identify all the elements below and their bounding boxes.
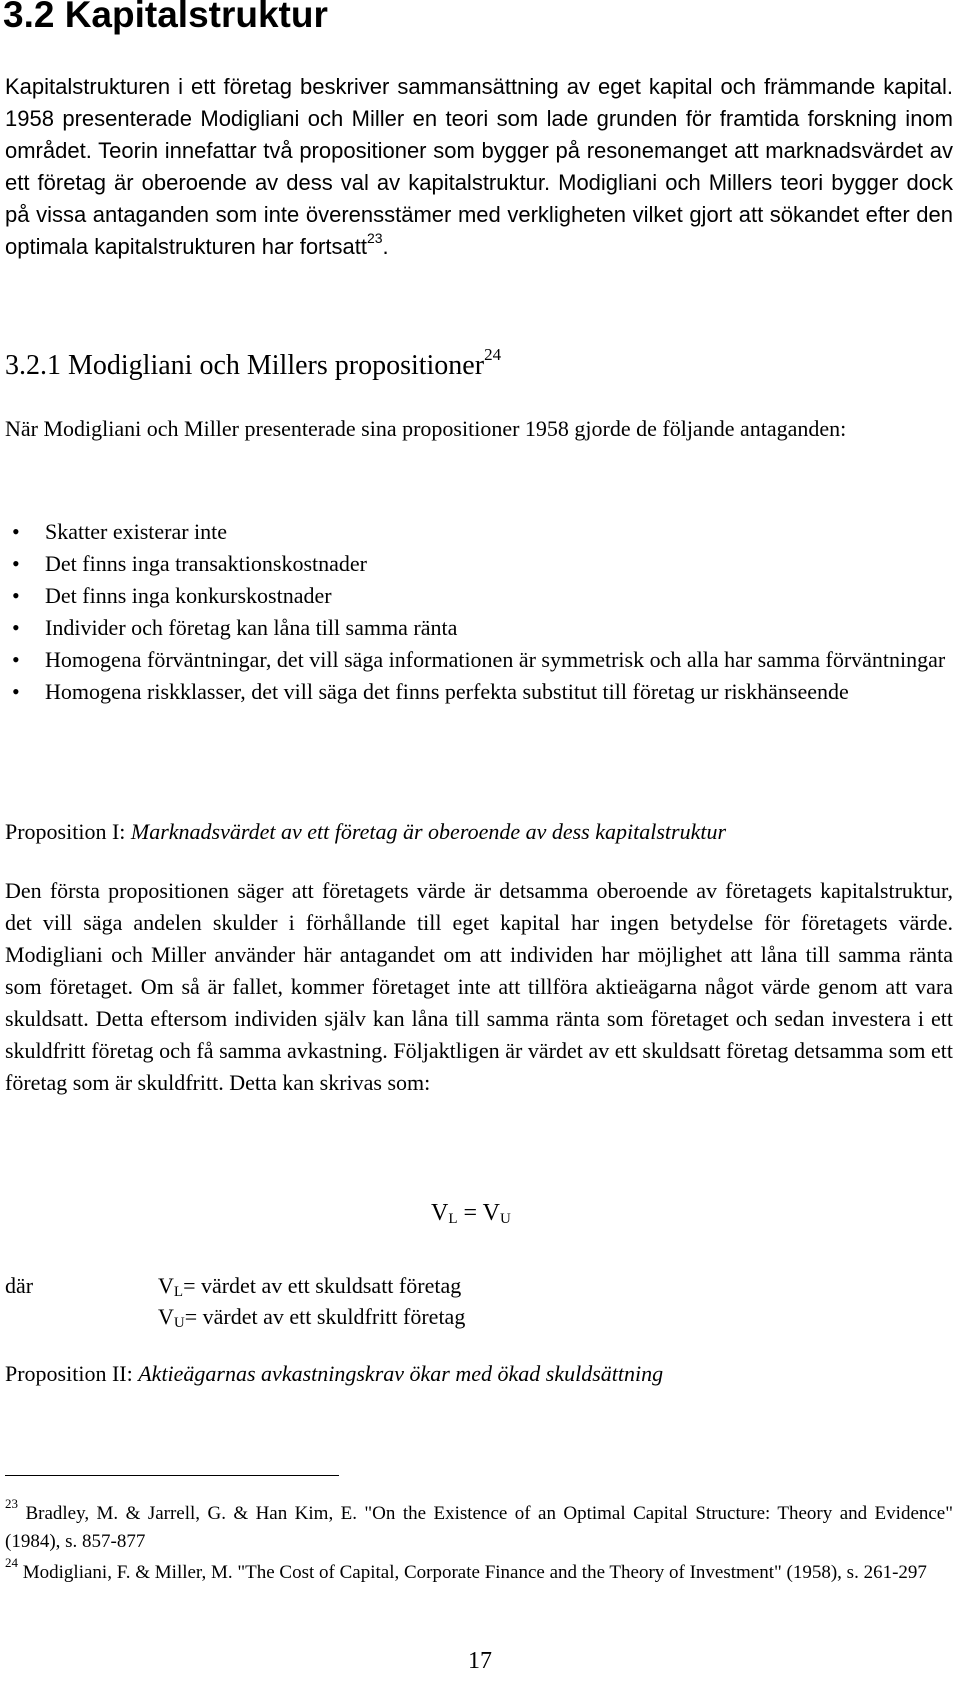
subsection-title — [5, 344, 502, 382]
footnote-number: 23 — [5, 1495, 18, 1511]
list-item — [0, 644, 950, 676]
footnote-24 — [5, 1554, 953, 1587]
footnote-ref-24: 24 — [484, 344, 502, 364]
footnote-text: Modigliani, F. & Miller, M. "The Cost of Capital, Corporate Finance and the Theory of Investment" (1958), s. 261-297 — [22, 1562, 927, 1583]
bullet-icon: • — [12, 679, 20, 704]
intro-end: . — [382, 234, 389, 259]
bullet-icon: • — [12, 615, 20, 640]
bullet-icon: • — [12, 551, 20, 576]
definition-var: V — [158, 1304, 174, 1329]
list-item — [0, 548, 950, 580]
formula-lhs-sub: L — [448, 1211, 458, 1227]
list-item-text: Homogena riskklasser, det vill säga det finns perfekta substitut till företag ur riskhänseende — [45, 679, 849, 704]
assumptions-intro: När Modigliani och Miller presenterade sina propositioner 1958 gjorde de följande antaganden: — [5, 416, 847, 441]
list-item-text: Skatter existerar inte — [45, 519, 228, 544]
intro-text: Kapitalstrukturen i ett företag beskriver sammansättning av eget kapital och främmande kapital. 1958 presenterade Modigliani och Miller en teori som lade grunden för framtida forskning inom området. Teorin innefattar två propositioner som bygger på resonemanget att marknadsvärdet av ett företag är oberoende av dess val av kapitalstruktur. Modigliani och Millers teori bygger dock på vissa antaganden som inte överensstämer med verkligheten vilket gjort att sökandet efter den optimala kapitalstrukturen har fortsatt — [5, 74, 953, 259]
formula-rhs-sub: U — [499, 1211, 511, 1227]
list-item — [0, 580, 950, 612]
assumptions-list — [0, 516, 960, 708]
subsection-title-text: 3.2.1 Modigliani och Millers propositioner — [5, 350, 485, 381]
proposition-1-label: Proposition I: — [5, 819, 131, 844]
list-item-text: Individer och företag kan låna till samma ränta — [45, 615, 458, 640]
formula — [431, 1200, 511, 1227]
definition-sub: L — [173, 1284, 184, 1300]
definition-text: = värdet av ett skuldfritt företag — [184, 1304, 466, 1329]
proposition-1-paragraph: Den första propositionen säger att företagets värde är detsamma oberoende av företagets kapitalstruktur, det vill säga andelen skulder i förhållande till eget kapital har ingen betydelse för företagets värde. Modigliani och Miller använder här antagandet om att individen har möjlighet att låna till samma ränta som företaget. Om så är fallet, kommer företaget inte att tillföra aktieägarna något värde genom att vara skuldsatt. Detta eftersom individen själv kan låna till samma ränta som företaget och sedan investera i ett skuldfritt företag och få samma avkastning. Följaktligen är värdet av ett skuldsatt företag detsamma som ett företag som är skuldfritt. Detta kan skrivas som: — [5, 878, 953, 1095]
proposition-2-label: Proposition II: — [5, 1361, 139, 1386]
formula-lhs-var: V — [431, 1200, 449, 1226]
footnote-separator — [5, 1475, 339, 1476]
list-item — [0, 676, 950, 708]
list-item — [0, 516, 950, 548]
proposition-2-heading — [5, 1358, 953, 1390]
definition-text: = värdet av ett skuldsatt företag — [183, 1273, 462, 1298]
list-item — [0, 612, 950, 644]
intro-paragraph — [5, 71, 953, 263]
proposition-2-statement: Aktieägarnas avkastningskrav ökar med ökad skuldsättning — [138, 1361, 664, 1386]
bullet-icon: • — [12, 647, 20, 672]
bullet-icon: • — [12, 583, 20, 608]
definition-line — [158, 1301, 465, 1336]
proposition-1-statement: Marknadsvärdet av ett företag är oberoende av dess kapitalstruktur — [130, 819, 727, 844]
formula-equals: = — [457, 1200, 483, 1226]
definition-var: V — [158, 1273, 174, 1298]
bullet-icon: • — [12, 519, 20, 544]
section-title: 3.2 Kapitalstruktur — [3, 0, 328, 35]
definitions-label: där — [5, 1273, 34, 1298]
proposition-1-heading — [5, 816, 953, 848]
list-item-text: Det finns inga transaktionskostnader — [45, 551, 367, 576]
footnote-ref-23: 23 — [366, 229, 383, 246]
page-number: 17 — [468, 1648, 492, 1674]
definition-line — [158, 1270, 461, 1305]
footnote-text: Bradley, M. & Jarrell, G. & Han Kim, E. "On the Existence of an Optimal Capital Structure: Theory and Evidence" (1984), s. 857-877 — [5, 1503, 953, 1552]
footnote-number: 24 — [5, 1554, 18, 1570]
definition-sub: U — [173, 1315, 185, 1331]
footnote-23 — [5, 1495, 953, 1556]
formula-rhs-var: V — [482, 1200, 500, 1226]
list-item-text: Det finns inga konkurskostnader — [45, 583, 332, 608]
list-item-text: Homogena förväntningar, det vill säga informationen är symmetrisk och alla har samma förväntningar — [45, 647, 946, 672]
